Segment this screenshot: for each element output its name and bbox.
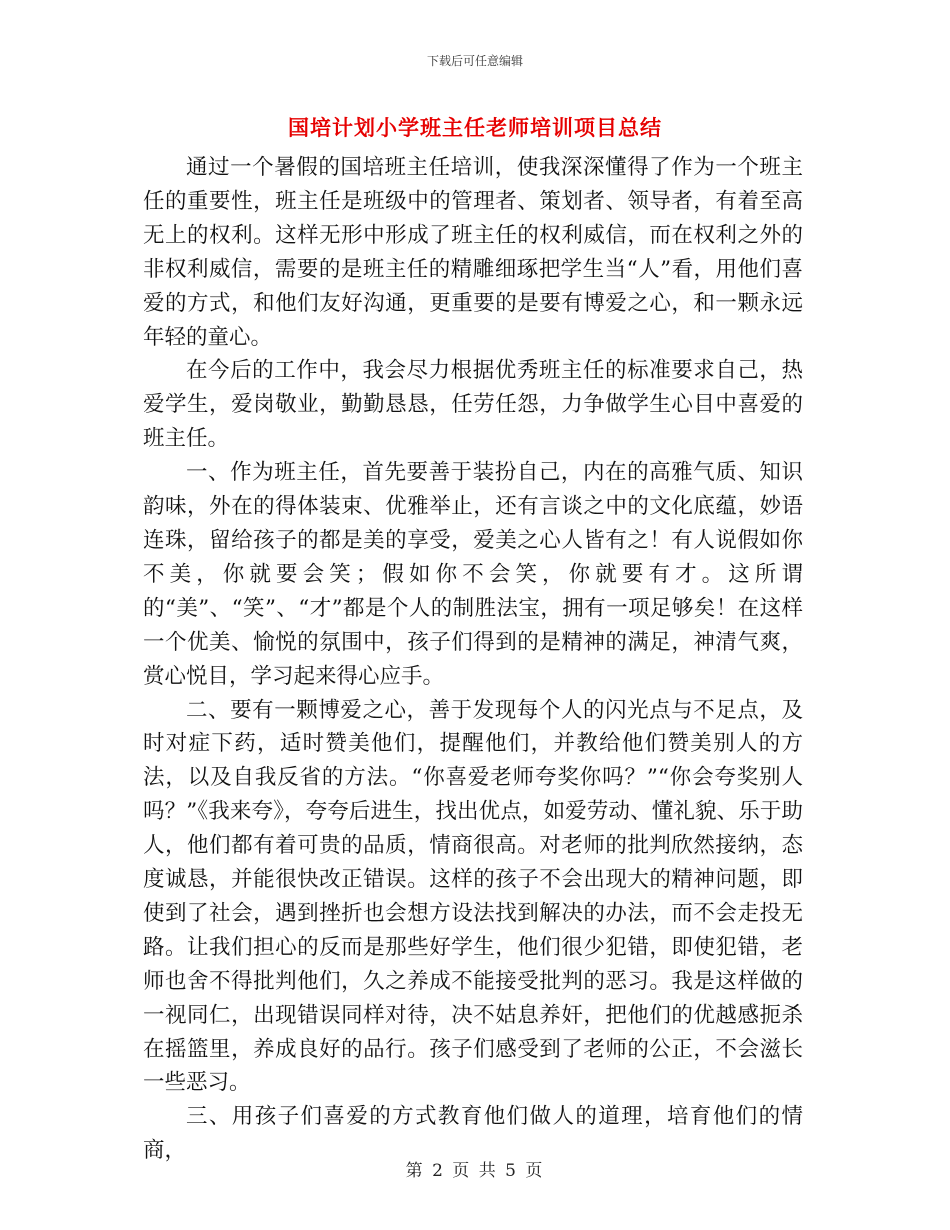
paragraph-4: 二、要有一颗博爱之心，善于发现每个人的闪光点与不足点，及时对症下药，适时赞美他们，提醒他们，并教给他们赞美别人的方法，以及自我反省的方法。“你喜爱老师夸奖你吗？”“你会夸奖别人吗？”《我来夸》，夸夸后进生，找出优点，如爱劳动、懂礼貌、乐于助人，他们都有着可贵的品质，情商很高。对老师的批判欣然接纳，态度诚恳，并能很快改正错误。这样的孩子不会出现大的精神问题，即使到了社会，遇到挫折也会想方设法找到解决的办法，而不会走投无路。让我们担心的反而是那些好学生，他们很少犯错，即使犯错，老师也舍不得批判他们，久之养成不能接受批判的恶习。我是这样做的一视同仁，出现错误同样对待，决不姑息养奸，把他们的优越感扼杀在摇篮里，养成良好的品行。孩子们感受到了老师的公正，不会滋长一些恶习。 <box>143 697 803 1096</box>
page-header: 下载后可任意编辑 <box>426 54 523 68</box>
document-title: 国培计划小学班主任老师培训项目总结 <box>288 115 662 140</box>
paragraph-2: 在今后的工作中，我会尽力根据优秀班主任的标准要求自己，热爱学生，爱岗敬业，勤勤恳恳，任劳任怨，力争做学生心目中喜爱的班主任。 <box>143 358 803 452</box>
paragraph-5: 三、用孩子们喜爱的方式教育他们做人的道理，培育他们的情商， <box>143 1104 803 1164</box>
document-body <box>143 151 803 1168</box>
paragraph-3: 一、作为班主任，首先要善于装扮自己，内在的高雅气质、知识韵味，外在的得体装束、优雅举止，还有言谈之中的文化底蕴，妙语连珠，留给孩子的都是美的享受，爱美之心人皆有之！有人说假如你不美，你就要会笑；假如你不会笑，你就要有才。这所谓的“美”、“笑”、“才”都是个人的制胜法宝，拥有一项足够矣！在这样一个优美、愉悦的氛围中，孩子们得到的是精神的满足，神清气爽，赏心悦目，学习起来得心应手。 <box>143 460 803 689</box>
paragraph-1: 通过一个暑假的国培班主任培训，使我深深懂得了作为一个班主任的重要性，班主任是班级中的管理者、策划者、领导者，有着至高无上的权利。这样无形中形成了班主任的权利威信，而在权利之外的非权利威信，需要的是班主任的精雕细琢把学生当“人”看，用他们喜爱的方式，和他们友好沟通，更重要的是要有博爱之心，和一颗永远年轻的童心。 <box>143 155 803 350</box>
page-footer: 第 2 页 共 5 页 <box>405 1161 545 1181</box>
